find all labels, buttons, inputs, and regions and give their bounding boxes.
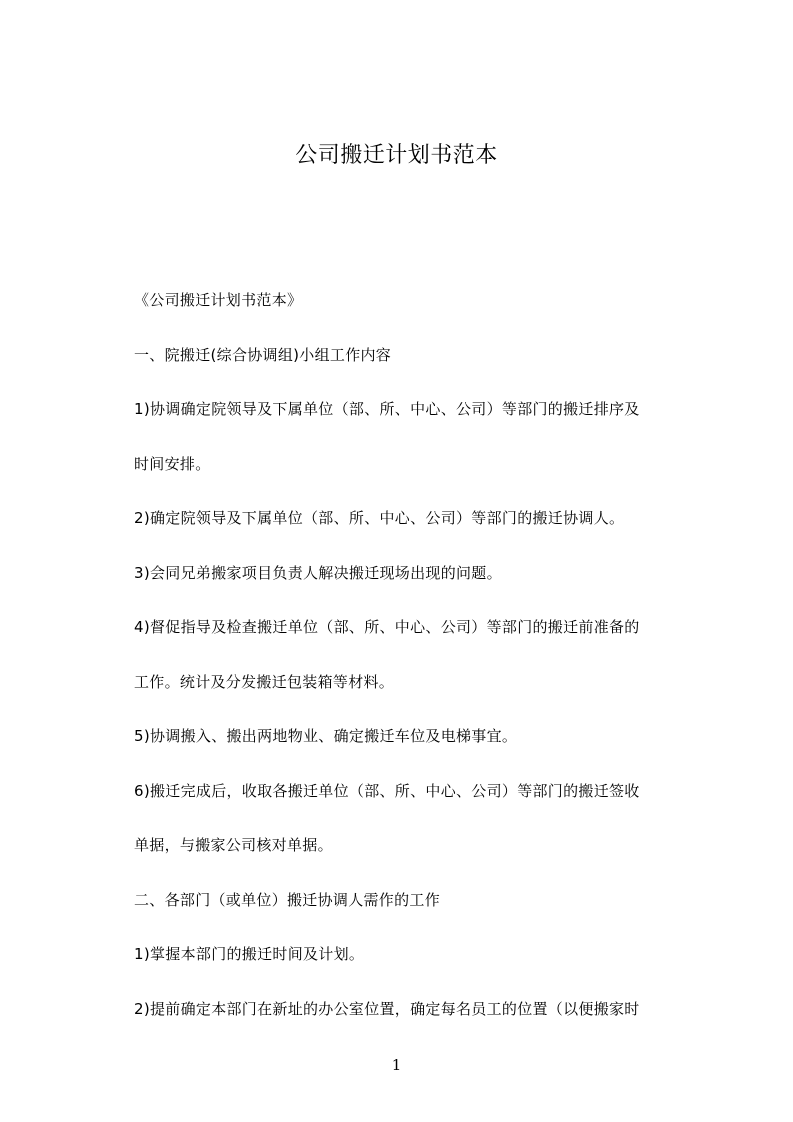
section-heading-1: 一、院搬迁(综合协调组)小组工作内容 [134,345,392,364]
section-heading-2: 二、各部门（或单位）搬迁协调人需作的工作 [134,890,441,909]
body-line-sec2-item-2: 2)提前确定本部门在新址的办公室位置，确定每名员工的位置（以便搬家时 [134,999,640,1018]
body-line-item-3: 3)会同兄弟搬家项目负责人解决搬迁现场出现的问题。 [134,563,502,582]
document-title: 公司搬迁计划书范本 [295,143,498,168]
body-line-item-1: 1)协调确定院领导及下属单位（部、所、中心、公司）等部门的搬迁排序及 [134,400,640,418]
page-number: 1 [391,1056,402,1074]
body-line-item-1-cont: 时间安排。 [134,454,211,473]
body-line-sec2-item-1: 1)掌握本部门的搬迁时间及计划。 [134,945,365,963]
body-line-book-title: 《公司搬迁计划书范本》 [134,291,303,309]
body-line-item-6-cont: 单据，与搬家公司核对单据。 [134,836,333,854]
body-line-item-2: 2)确定院领导及下属单位（部、所、中心、公司）等部门的搬迁协调人。 [134,509,625,527]
body-line-item-4: 4)督促指导及检查搬迁单位（部、所、中心、公司）等部门的搬迁前准备的 [134,618,640,636]
body-line-item-4-cont: 工作。统计及分发搬迁包装箱等材料。 [134,672,395,691]
body-line-item-5: 5)协调搬入、搬出两地物业、确定搬迁车位及电梯事宜。 [134,727,518,745]
document-body [134,288,674,1051]
body-line-item-6: 6)搬迁完成后，收取各搬迁单位（部、所、中心、公司）等部门的搬迁签收 [134,781,640,800]
